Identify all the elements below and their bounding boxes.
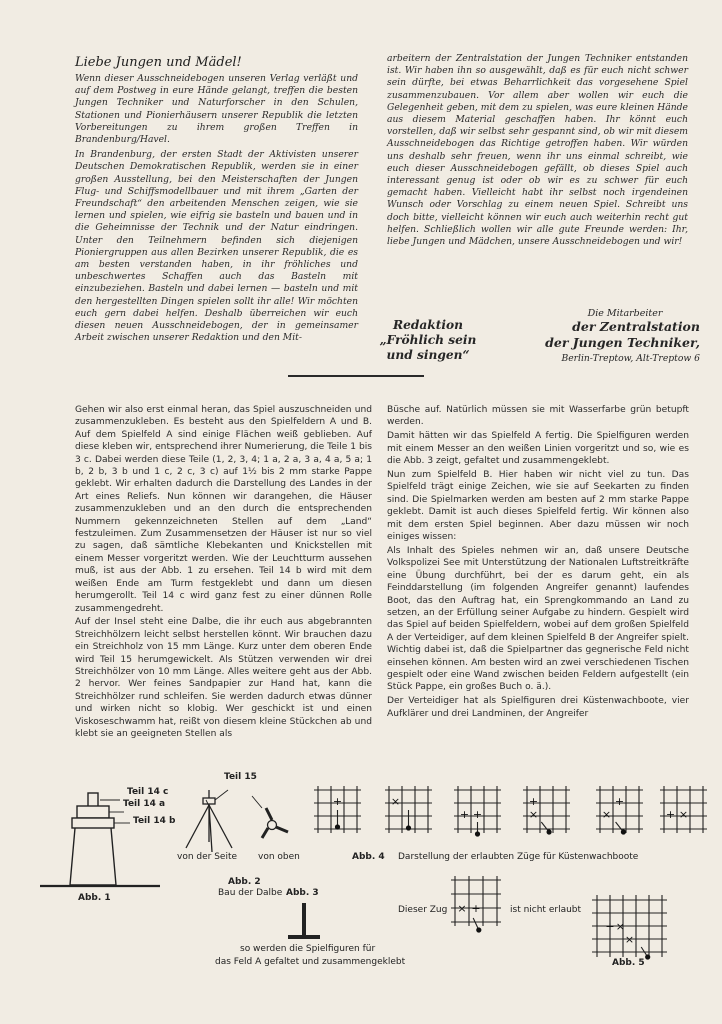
boat-mark: [406, 825, 411, 830]
label-teil-15: Teil 15: [224, 772, 257, 782]
label-teil-14c: Teil 14 c: [127, 787, 169, 797]
not-allowed-grid: [451, 876, 501, 933]
folded-piece-figure: [288, 903, 320, 939]
dalbe-top-figure: [252, 796, 288, 838]
signature-line: und singen“: [386, 348, 470, 362]
abb4-grids: [314, 786, 707, 837]
body-paragraph: Gehen wir also erst einmal heran, das Spiel auszuschneiden und zusammenzukleben. Es besteht aus den Spielfeldern A und B. Auf dem Spielfeld A sind einige Flächen weiß geblieben. Auf diese kleben wir, entsprechend ihrer Numerierung, die Teile 1 bis 3 c. Dabei werden diese Teile (1, 2, 3, 4; 1 a, 2 a, 3 a, 4 a, 5 a; 1 b, 2 b, 3 b und 1 c, 2 c, 3 c) auf 1½ bis 2 mm starke Pappe geklebt. Wir erhalten dadurch die Darstellung des Landes in der Art eines Reliefs. Nun können wir darangehen, die Häuser zusammenzukleben und an den durch die entsprechenden Nummern gekennzeichneten Stellen auf dem „Land“ festzuleimen. Zum Zusammensetzen der Häuser ist nur so viel zu sagen, daß sämtliche Klebekanten und Knickstellen mit einem Messer vorgeritzt werden. Wie der Leuchtturm aussehen muß, ist aus der Abb. 1 zu ersehen. Teil 14 b wird mit dem weißen Ende am Turm festgeklebt und dann um diesen herumgerollt. Teil 14 c wird ganz fest zu einer dünnen Rolle zusammengedreht.: [75, 405, 372, 614]
label-bau-der-dalbe: Bau der Dalbe: [218, 888, 283, 898]
boat-mark: [645, 954, 650, 959]
letter-paragraph: arbeitern der Zentralstation der Jungen Techniker entstanden ist. Wir haben ihn so ausgewählt, daß es für euch nicht schwer sein dürfte, bei etwas Beharrlichkeit das vorgesehene Spiel zusammenzubauen. Vor allem aber wollen wir euch die Gelegenheit geben, mit dem zu spielen, was eure kleinen Hände aus diesem Material geschaffen haben. Ihr könnt euch vorstellen, daß wir selbst sehr gespannt sind, ob wir mit diesem Ausschneidebogen das Richtige getroffen haben. Wir würden uns deshalb sehr freuen, wenn ihr uns einmal schreibt, wie euch dieser Ausschneidebogen gefällt, ob dieses Spiel auch interessant genug ist oder ob wir es zu schwer für euch gemacht haben. Vielleicht habt ihr selbst noch irgendeinen Wunsch oder Vorschlag zu einem neuen Spiel. Schreibt uns doch bitte, vielleicht können wir euch auch weiterhin recht gut helfen. Schließlich wollen wir alle gute Freunde werden: Ihr, liebe Jungen und Mädchen, unsere Ausschneidebogen und wir!: [387, 53, 688, 248]
label-dieser-zug: Dieser Zug: [398, 905, 448, 915]
letter-paragraph: In Brandenburg, der ersten Stadt der Aktivisten unserer Deutschen Demokratischen Republik, werden sie in einer großen Ausstellung, bei den Meisterschaften der Jungen Flug- und Schiffsmodellbauer und mit ihrem „Garten der Freundschaft“ den arbeitenden Menschen zeigen, wie sie lernen und spielen, wie eifrig sie basteln und bauen und in die Geheimnisse der Technik und der Natur eindringen. Unter den Teilnehmern befinden sich diejenigen Pioniergruppen aus allen Bezirken unserer Republik, die es am besten verstanden haben, in ihr fröhliches und unbeschwertes Schaffen auch das Basteln mit einzubeziehen. Basteln und dabei lernen — basteln und mit den hergestellten Dingen spielen sollt ihr alle! Wir möchten euch gern dabei helfen. Deshalb überreichen wir euch diesen neuen Ausschneidebogen, der in gemeinsamer Arbeit zwischen unserer Redaktion und den Mit-: [75, 149, 358, 344]
label-nicht-erlaubt: ist nicht erlaubt: [510, 905, 582, 915]
body-paragraph: Als Inhalt des Spieles nehmen wir an, daß unsere Deutsche Volkspolizei See mit Unterstützung der Nationalen Luftstreitkräfte eine Übung durchführt, bei der es darum geht, ein als Feinddarstellung (im folgenden Angreifer genannt) laufendes Boot, das den Auftrag hat, ein Sprengkommando an Land zu setzen, an der Erfüllung seiner Aufgabe zu hindern. Gespielt wird das Spiel auf beiden Spielfeldern, wobei auf dem großen Spielfeld A der Verteidiger, auf dem kleinen Spielfeld B der Angreifer spielt. Wichtig dabei ist, daß die Spielpartner das gegnerische Feld nicht einsehen können. Am besten wird an zwei verschiedenen Tischen gespielt oder eine Wand zwischen beiden Feldern aufgestellt (ein Stück Pappe, ein großes Buch o. ä.).: [387, 545, 689, 693]
plus-mark: +: [614, 795, 625, 808]
signature-line: der Jungen Techniker,: [545, 334, 700, 350]
letter-paragraph: Wenn dieser Ausschneidebogen unseren Verlag verläßt und auf dem Postweg in eure Hände gelangt, treffen die besten Jungen Techniker und Naturforscher in den Schulen, Stationen und Pionierhäusern unserer Republik die letzten Vorbereitungen zu ihrem großen Treffen in Brandenburg/Havel.: [75, 73, 358, 146]
cross-mark: ×: [624, 933, 635, 946]
plus-mark: +: [471, 902, 481, 915]
plus-mark: +: [332, 795, 343, 808]
body-paragraph: Nun zum Spielfeld B. Hier haben wir nicht viel zu tun. Das Spielfeld trägt einige Zeichen, wie sie auf Seekarten zu finden sind. Die Spielmarken werden am besten auf 2 mm starke Pappe geklebt. Damit ist auch dieses Spielfeld fertig. Wir können also mit dem ersten Spiel beginnen. Aber dazu müssen wir noch einiges wissen:: [387, 470, 689, 543]
body-paragraph: Büsche auf. Natürlich müssen sie mit Wasserfarbe grün betupft werden.: [387, 405, 689, 428]
cross-mark: ×: [390, 795, 401, 808]
label-teil-14a: Teil 14 a: [123, 799, 166, 809]
body-paragraph: Damit hätten wir das Spielfeld A fertig. Die Spielfiguren werden mit einem Messer an den weißen Linien vorgeritzt und so, wie es die Abb. 3 zeigt, gefaltet und zusammengeklebt.: [387, 431, 689, 467]
cross-mark: ×: [457, 902, 467, 915]
dalbe-side-figure: [186, 790, 232, 852]
signature-line: Redaktion: [393, 318, 463, 332]
signature-line: der Zentralstation: [572, 319, 700, 334]
abb5-grid: [592, 895, 667, 960]
label-abb3-caption-1: so werden die Spielfiguren für: [240, 944, 376, 954]
boat-mark: [547, 829, 552, 834]
plus-mark: +: [472, 808, 483, 821]
cross-mark: ×: [528, 808, 539, 821]
boat-mark: [475, 831, 480, 836]
label-abb1: Abb. 1: [78, 893, 111, 903]
label-abb5: Abb. 5: [612, 958, 645, 968]
body-paragraph: Der Verteidiger hat als Spielfiguren drei Küstenwachboote, vier Aufklärer und drei Landminen, der Angreifer: [387, 696, 689, 719]
label-abb3: Abb. 3: [286, 888, 319, 898]
plus-mark: +: [665, 808, 676, 821]
body-paragraph: Auf der Insel steht eine Dalbe, die ihr euch aus abgebrannten Streichhölzern leicht selbst herstellen könnt. Wir brauchen dazu ein Streichholz von 15 mm Länge. Kurz unter dem oberen Ende wird Teil 15 herumgewickelt. Als Stützen verwenden wir drei Streichhölzer von 10 mm Länge. Alles weitere geht aus der Abb. 2 hervor. Wer feines Sandpapier zur Hand hat, kann die Streichhölzer rund schleifen. Sie werden dadurch etwas dünner und wirken nicht so klobig. Wer geschickt ist und einen Viskoseschwamm hat, reißt von diesem kleine Stückchen ab und klebt sie an geeigneten Stellen als: [75, 617, 372, 740]
cross-mark: ×: [615, 920, 626, 933]
plus-mark: +: [459, 808, 470, 821]
signature-line: „Fröhlich sein: [379, 333, 477, 347]
label-teil-14b: Teil 14 b: [133, 816, 176, 826]
label-abb3-caption-2: das Feld A gefaltet und zusammengeklebt: [215, 957, 406, 967]
signature-small: Die Mitarbeiter: [587, 308, 663, 319]
boat-mark: [335, 824, 340, 829]
boat-mark: [476, 927, 481, 932]
cross-mark: ×: [678, 808, 689, 821]
letter-title: Liebe Jungen und Mädel!: [75, 55, 242, 70]
label-abb4-caption: Darstellung der erlaubten Züge für Küstenwachboote: [398, 852, 639, 862]
boat-mark: [621, 829, 626, 834]
cross-mark: ×: [601, 808, 612, 821]
plus-mark: +: [528, 795, 539, 808]
label-abb2: Abb. 2: [228, 877, 261, 887]
label-von-oben: von oben: [258, 852, 300, 862]
label-abb4: Abb. 4: [352, 852, 385, 862]
plus-mark: +: [605, 920, 615, 933]
label-von-der-seite: von der Seite: [177, 852, 238, 862]
signature-address: Berlin-Treptow, Alt-Treptow 6: [561, 353, 700, 364]
